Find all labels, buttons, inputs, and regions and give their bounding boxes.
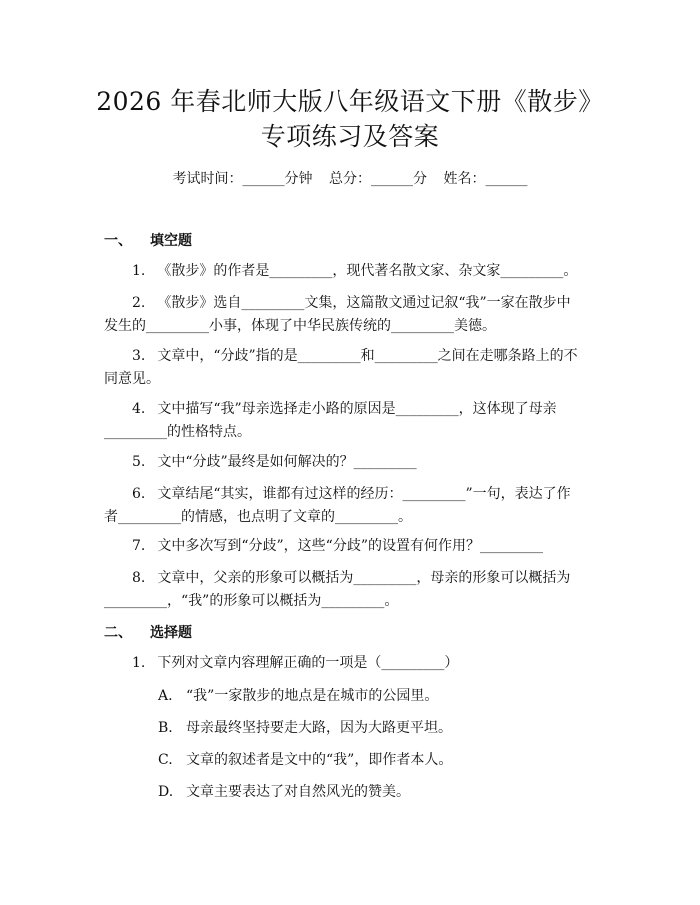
question-item [104,345,584,391]
question-number: 8. [132,570,146,586]
choice-option-a [158,686,438,706]
question-text: 文章结尾“其实，谁都有过这样的经历：_________”一句，表达了作者_________的情感，也点明了文章的_________。 [104,486,571,525]
option-text: 文章主要表达了对自然风光的赞美。 [186,784,410,800]
section-heading-multiple-choice [104,622,192,642]
question-text: 文中“分歧”最终是如何解决的？_________ [157,454,417,470]
question-number: 1. [132,263,146,279]
question-number: 3. [132,348,146,364]
question-text: 文中多次写到“分歧”，这些“分歧”的设置有何作用？_________ [157,538,543,554]
question-item [104,652,584,675]
option-letter: A. [158,688,173,704]
question-number: 2. [132,295,146,311]
section-number: 二、 [104,625,132,641]
question-item [104,451,584,474]
question-text: 下列对文章内容理解正确的一项是（_________） [157,655,459,671]
document-title-line2: 专项练习及答案 [260,122,440,151]
question-item [104,292,584,338]
section-number: 一、 [104,233,132,249]
exam-time-field: 考试时间：______分钟 [172,171,313,187]
option-letter: D. [158,784,174,800]
question-number: 6. [132,486,146,502]
choice-option-d [158,782,410,802]
choice-option-c [158,750,452,770]
section-heading-fill-in [104,230,192,250]
option-letter: B. [158,720,173,736]
option-text: “我”一家散步的地点是在城市的公园里。 [186,688,439,704]
question-number: 4. [132,401,146,417]
question-text: 《散步》的作者是_________，现代著名散文家、杂文家_________。 [157,263,578,279]
question-item [104,535,584,558]
question-text: 文章中，“分歧”指的是_________和_________之间在走哪条路上的不同意见。 [104,348,578,387]
document-title-line1: 2026 年春北师大版八年级语文下册《散步》 [96,87,604,116]
student-name-field: 姓名：______ [443,171,528,187]
question-item [104,260,584,283]
option-text: 文章的叙述者是文中的“我”，即作者本人。 [186,752,453,768]
question-text: 文中描写“我”母亲选择走小路的原因是_________，这体现了母亲_________的性格特点。 [104,401,557,440]
question-number: 1. [132,655,146,671]
question-text: 文章中，父亲的形象可以概括为_________，母亲的形象可以概括为_________，“我”的形象可以概括为_________。 [104,570,571,609]
question-item [104,483,584,529]
choice-option-b [158,718,452,738]
exam-meta [0,168,700,188]
question-number: 5. [132,454,146,470]
section-title: 填空题 [150,233,192,249]
total-score-field: 总分：______分 [329,171,427,187]
question-number: 7. [132,538,146,554]
question-text: 《散步》选自_________文集，这篇散文通过记叙“我”一家在散步中发生的_________小事，体现了中华民族传统的_________美德。 [104,295,571,334]
question-item [104,398,584,444]
option-text: 母亲最终坚持要走大路，因为大路更平坦。 [186,720,452,736]
section-title: 选择题 [150,625,192,641]
option-letter: C. [158,752,173,768]
question-item [104,567,584,613]
